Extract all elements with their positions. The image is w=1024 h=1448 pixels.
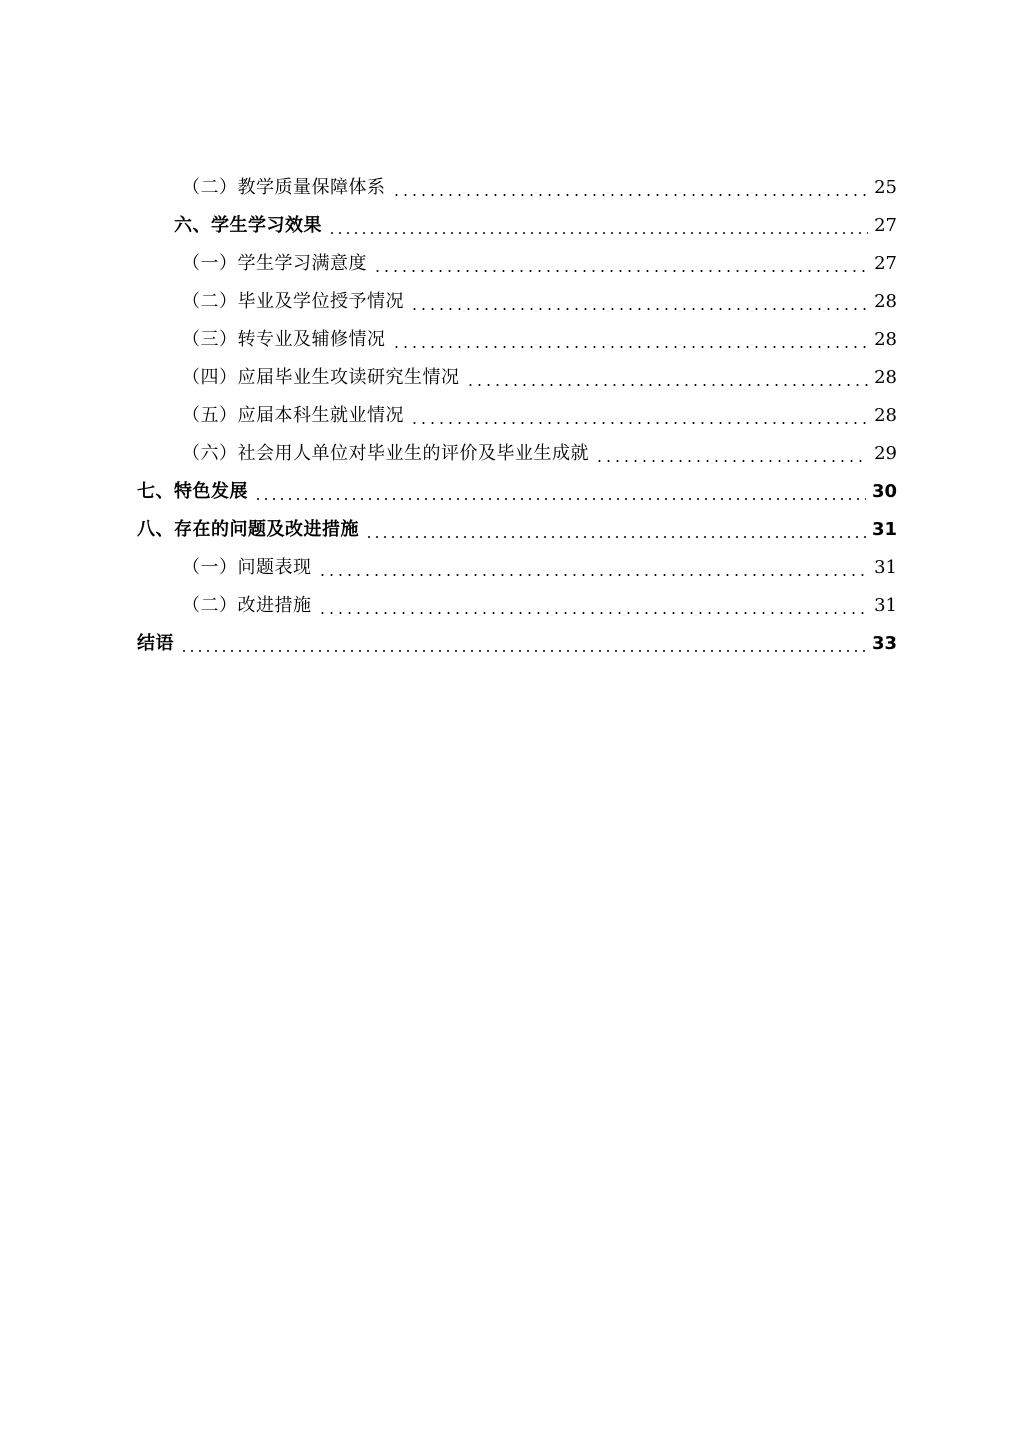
toc-leader-dots: [392, 194, 869, 196]
toc-entry[interactable]: [0, 587, 1024, 625]
toc-entry-title: （四）应届毕业生攻读研究生情况: [182, 367, 460, 388]
toc-entry-title: 八、存在的问题及改进措施: [137, 519, 359, 540]
toc-entry-page: 25: [874, 177, 897, 198]
toc-leader-dots: [595, 460, 868, 462]
toc-entry[interactable]: [0, 321, 1024, 359]
toc-entry[interactable]: [0, 207, 1024, 245]
toc-entry-page: 28: [874, 367, 897, 388]
toc-leader-dots: [328, 232, 868, 234]
toc-entry[interactable]: [0, 549, 1024, 587]
toc-leader-dots: [410, 422, 868, 424]
toc-entry-page: 30: [871, 481, 897, 502]
toc-entry-page: 31: [874, 595, 897, 616]
toc-entry[interactable]: [0, 359, 1024, 397]
toc-leader-dots: [318, 612, 869, 614]
toc-entry[interactable]: [0, 245, 1024, 283]
toc-entry-page: 28: [874, 329, 897, 350]
toc-entry-page: 27: [874, 253, 897, 274]
toc-entry-page: 28: [874, 291, 897, 312]
toc-leader-dots: [392, 346, 869, 348]
toc-entry[interactable]: [0, 283, 1024, 321]
toc-entry[interactable]: [0, 625, 1024, 663]
toc-entry-title: （一）问题表现: [182, 557, 312, 578]
toc-entry[interactable]: [0, 435, 1024, 473]
toc-entry-title: （三）转专业及辅修情况: [182, 329, 386, 350]
toc-leader-dots: [373, 270, 868, 272]
toc-entry-title: 结语: [137, 633, 174, 654]
table-of-contents: [0, 169, 1024, 663]
toc-entry-title: （二）毕业及学位授予情况: [182, 291, 404, 312]
toc-entry-title: （二）教学质量保障体系: [182, 177, 386, 198]
toc-leader-dots: [318, 574, 869, 576]
toc-entry-page: 28: [874, 405, 897, 426]
toc-entry-page: 31: [874, 557, 897, 578]
toc-entry-page: 27: [874, 215, 897, 236]
toc-entry-title: （二）改进措施: [182, 595, 312, 616]
toc-leader-dots: [180, 650, 866, 652]
toc-leader-dots: [254, 498, 866, 500]
toc-entry[interactable]: [0, 169, 1024, 207]
toc-entry-title: 六、学生学习效果: [174, 215, 322, 236]
toc-entry-title: （六）社会用人单位对毕业生的评价及毕业生成就: [182, 443, 589, 464]
toc-entry-page: 31: [871, 519, 897, 540]
toc-entry-title: （一）学生学习满意度: [182, 253, 367, 274]
toc-entry[interactable]: [0, 511, 1024, 549]
toc-entry[interactable]: [0, 473, 1024, 511]
toc-entry-page: 33: [871, 633, 897, 654]
toc-leader-dots: [365, 536, 866, 538]
toc-entry-title: （五）应届本科生就业情况: [182, 405, 404, 426]
toc-leader-dots: [410, 308, 868, 310]
toc-entry-page: 29: [874, 443, 897, 464]
toc-leader-dots: [466, 384, 869, 386]
toc-entry-title: 七、特色发展: [137, 481, 248, 502]
toc-entry[interactable]: [0, 397, 1024, 435]
